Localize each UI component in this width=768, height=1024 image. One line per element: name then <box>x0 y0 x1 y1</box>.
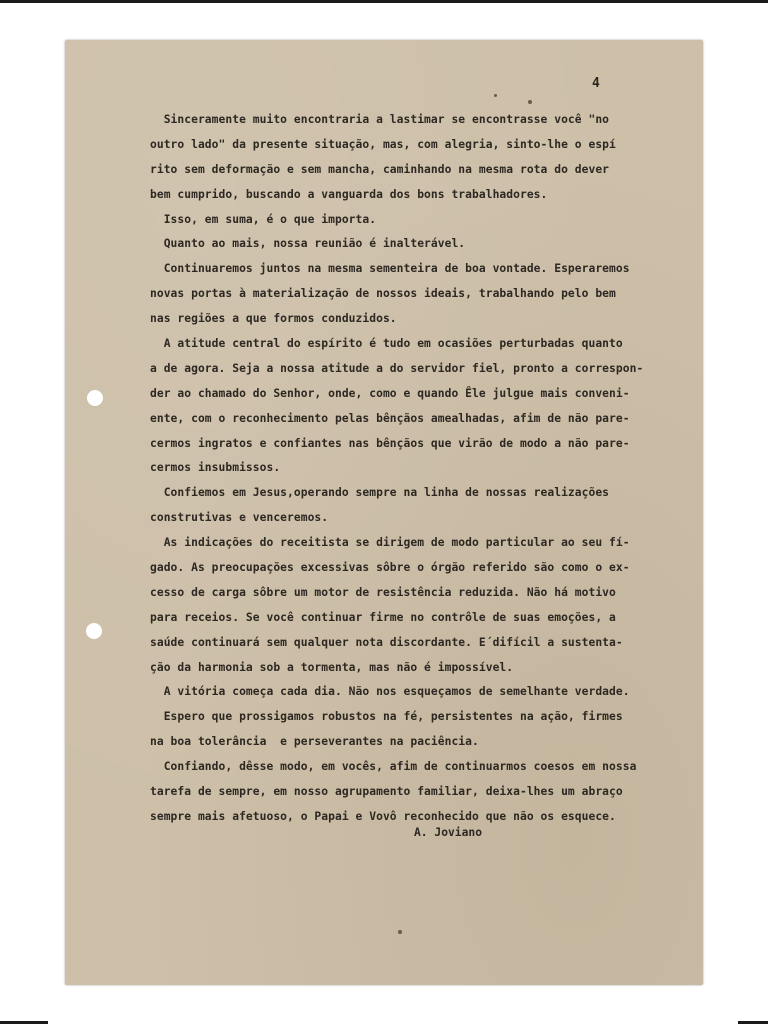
text-line: sempre mais afetuoso, o Papai e Vovô reconhecido que não os esquece. <box>150 809 616 823</box>
punch-hole-upper <box>87 390 103 406</box>
text-line: rito sem deformação e sem mancha, caminhando na mesma rota do dever <box>150 162 610 176</box>
text-line: cesso de carga sôbre um motor de resistência reduzida. Não há motivo <box>150 585 616 599</box>
text-line: cermos ingratos e confiantes nas bênçãos que virão de modo a não pare- <box>150 436 630 450</box>
text-line: Quanto ao mais, nossa reunião é inalterável. <box>150 237 466 251</box>
text-line: der ao chamado do Senhor, onde, como e quando Êle julgue mais conveni- <box>150 386 630 400</box>
paper-speck <box>528 100 532 104</box>
text-line: na boa tolerância e perseverantes na paciência. <box>150 735 479 749</box>
text-line: bem cumprido, buscando a vanguarda dos bons trabalhadores. <box>150 187 548 201</box>
text-line: cermos insubmissos. <box>150 461 281 475</box>
signature: A. Joviano <box>414 826 483 839</box>
text-line: Continuaremos juntos na mesma sementeira de boa vontade. Esperaremos <box>150 262 630 276</box>
scan-border-top <box>0 0 768 3</box>
text-line: construtivas e venceremos. <box>150 511 329 525</box>
text-line: Espero que prossigamos robustos na fé, persistentes na ação, firmes <box>150 710 623 724</box>
page-number: 4 <box>592 76 600 91</box>
punch-hole-lower <box>86 623 102 639</box>
text-line: para receios. Se você continuar firme no contrôle de suas emoções, a <box>150 610 616 624</box>
text-line: Confiando, dêsse modo, em vocês, afim de continuarmos coesos em nossa <box>150 760 637 774</box>
text-line: ente, com o reconhecimento pelas bênçãos amealhadas, afim de não pare- <box>150 411 630 425</box>
text-line: A atitude central do espírito é tudo em ocasiões perturbadas quanto <box>150 337 623 351</box>
text-line: Confiemos em Jesus,operando sempre na linha de nossas realizações <box>150 486 610 500</box>
text-line: ção da harmonia sob a tormenta, mas não é impossível. <box>150 660 514 674</box>
text-line: saúde continuará sem qualquer nota discordante. E´difícil a sustenta- <box>150 635 623 649</box>
text-line: A vitória começa cada dia. Não nos esqueçamos de semelhante verdade. <box>150 685 630 699</box>
text-line: As indicações do receitista se dirigem de modo particular ao seu fí- <box>150 536 630 550</box>
text-line: Isso, em suma, é o que importa. <box>150 212 377 226</box>
text-line: outro lado" da presente situação, mas, com alegria, sinto-lhe o espí <box>150 137 616 151</box>
text-line: nas regiões a que formos conduzidos. <box>150 312 397 326</box>
paper-speck <box>494 94 497 97</box>
text-line: novas portas à materialização de nossos ideais, trabalhando pelo bem <box>150 287 616 301</box>
text-line: a de agora. Seja a nossa atitude a do servidor fiel, pronto a correspon- <box>150 361 644 375</box>
text-line: Sinceramente muito encontraria a lastimar se encontrasse você "no <box>150 113 610 126</box>
text-line: tarefa de sempre, em nosso agrupamento familiar, deixa-lhes um abraço <box>150 785 623 799</box>
text-line: gado. As preocupações excessivas sôbre o órgão referido são como o ex- <box>150 561 630 575</box>
paper-speck <box>398 930 402 934</box>
letter-body <box>150 108 690 830</box>
